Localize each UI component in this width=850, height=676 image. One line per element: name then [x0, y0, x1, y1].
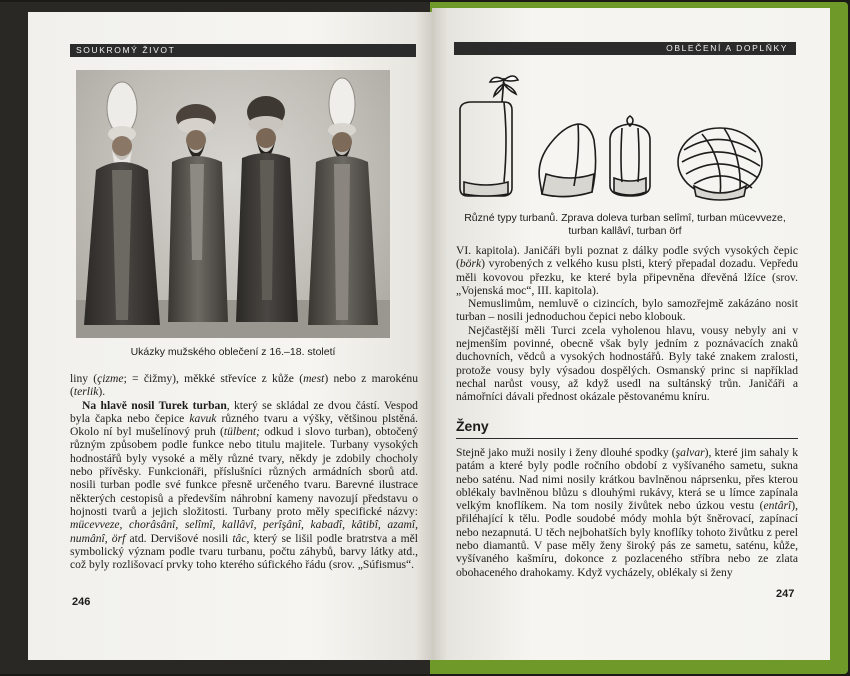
page-number-left: 246 — [72, 596, 91, 608]
text-run: Nejčastější měli Turci zcela vyholenou hlavu, vousy nebyly ani v nejmenším povinné, obecně však byly jedním z poznávacích znaků duchovních, vědců a vysokých hodnostářů. Byly také znakem zralosti, protože vousy byly výsadou dospělých. Osmanský princ si například nechal narůst vousy, až když usedl na sultánský trůn. Janičáři a námořníci dávali přednost okázale pěstovanému kníru. — [456, 323, 798, 404]
paragraph — [70, 372, 418, 399]
mens-clothing-photo — [76, 70, 390, 338]
left-page — [28, 12, 432, 660]
italic-run: kavuk — [189, 411, 217, 425]
text-run: ). — [98, 385, 106, 399]
italic-run: terlik — [73, 385, 99, 399]
paragraph — [456, 244, 798, 297]
italic-run: tülbent; — [223, 425, 260, 439]
text-run: liny ( — [70, 372, 98, 385]
turban-orf-icon — [460, 76, 518, 196]
text-run: ) nebo z marokénu ( — [70, 372, 418, 399]
text-run: ), přiléhající k tělu. Podle soudobé módy mohla být šněrovací, zapínací nebo nezapnutá. U těch nejbohatších byly knoflíky tohoto živůtku z perel nebo diamantů. V pase měly ženy široký pás ze sametu, saténu, kůže, vyšívaného kašmíru, dokonce z pozlaceného stříbra nebo ze zlata obohaceného drahokamy. Když vycházely, oblékaly si ženy — [456, 499, 798, 579]
turban-types-illustration — [454, 70, 796, 210]
turban-mucevveze-icon — [610, 116, 650, 196]
photo-caption: Ukázky mužského oblečení z 16.–18. století — [130, 346, 336, 358]
paragraph — [456, 446, 798, 579]
paragraph — [456, 324, 798, 404]
turban-selimi-icon — [678, 128, 762, 200]
text-run: ), které jim sahaly k patám a které byly podle ročního období z vyšívaného sametu, sukna nebo saténu. Nad nimi nosily krátkou bavlněnou náprsenku, přes kterou oblékaly bavlněnou blůzu s dlouhými rukávy, která se u límce zapínala velkým knoflíkem. Na tom nosily živůtek nebo úzkou vestu ( — [456, 446, 799, 513]
italic-run: tâc — [232, 531, 247, 545]
text-run: ; = čižmy), měkké střevíce z kůže ( — [123, 372, 304, 385]
italic-run: şalvar — [675, 446, 705, 459]
page-number-right: 247 — [776, 588, 795, 600]
paragraph — [70, 399, 418, 572]
text-run: různého tvaru a výšky, většinou plstěná. Okolo ní byl mušelínový pruh ( — [70, 411, 418, 439]
section-title-zeny: Ženy — [456, 418, 489, 434]
text-run: Stejně jako muži nosily i ženy dlouhé spodky ( — [456, 446, 676, 459]
running-header-left: SOUKROMÝ ŽIVOT — [70, 44, 416, 57]
italic-run: entârî — [763, 499, 792, 513]
figure-caption: Různé typy turbanů. Zprava doleva turban selîmî, turban mücevveze, turban kallâvî, turban örf — [464, 212, 786, 237]
four-ottoman-men-illustration — [76, 70, 390, 338]
left-body-text — [70, 372, 418, 571]
bold-run: Na hlavě nosil Turek turban — [82, 398, 227, 412]
italic-run: mücevveze, chorâsânî, selîmî, kallâvî, perîşânî, kabadî, kâtibî, azamî, numânî, örf — [70, 518, 418, 545]
text-run: odkud i slovo turban), obtočený různým způsobem podle funkce nebo titulu majitele. Turbany vysokých hodnostářů byly vysoké a měly různé tvary, někdy je zdobily chocholy nebo přívěsky. Funkcionáři, příslušníci různých armádních sborů atd. nosili turban podle své funkce přesně určeného tvaru. Barevné ilustrace některých cestopisů a především náhrobní kameny navozují představu o hojnosti tvarů a jejich složitosti. Turbany proto měly specifické názvy: — [70, 425, 419, 518]
section-divider — [456, 438, 798, 439]
text-run: , který se lišil podle bratrstva a měl symbolický význam podle tvaru turbanu, počtu záhybů, barvy látky atd., což byly rozlišovací prvky toho kterého súfického řádu (srov. „Súfismus“. — [70, 531, 418, 572]
italic-run: mest — [303, 372, 325, 385]
right-body-text-lower — [456, 446, 798, 579]
text-run: atd. Dervišové nosili — [125, 531, 233, 545]
paragraph — [456, 297, 798, 324]
turban-kallavi-icon — [539, 124, 595, 197]
right-page — [432, 8, 830, 660]
text-run: Nemuslimům, nemluvě o cizincích, bylo samozřejmě zakázáno nosit turban – nosili jednoduchou čepici nebo klobouk. — [456, 297, 798, 324]
text-run: , který se skládal ze dvou částí. Vespod byla čapka nebo čepice — [70, 398, 418, 425]
running-header-right: OBLEČENÍ A DOPLŇKY — [454, 42, 796, 55]
right-body-text-upper — [456, 244, 798, 404]
text-run: ) vyrobených z velkého kusu plsti, který přepadal dozadu. Vepředu měli kovovou přezku, ke které byla připevněna dřevěná lžíce (srov. „Vojenská moc“, III. kapitola). — [456, 257, 798, 297]
italic-run: çizme — [97, 372, 124, 385]
text-run: VI. kapitola). Janičáři byli poznat z dálky podle svých vysokých čepic ( — [456, 244, 798, 271]
italic-run: börk — [459, 257, 482, 271]
